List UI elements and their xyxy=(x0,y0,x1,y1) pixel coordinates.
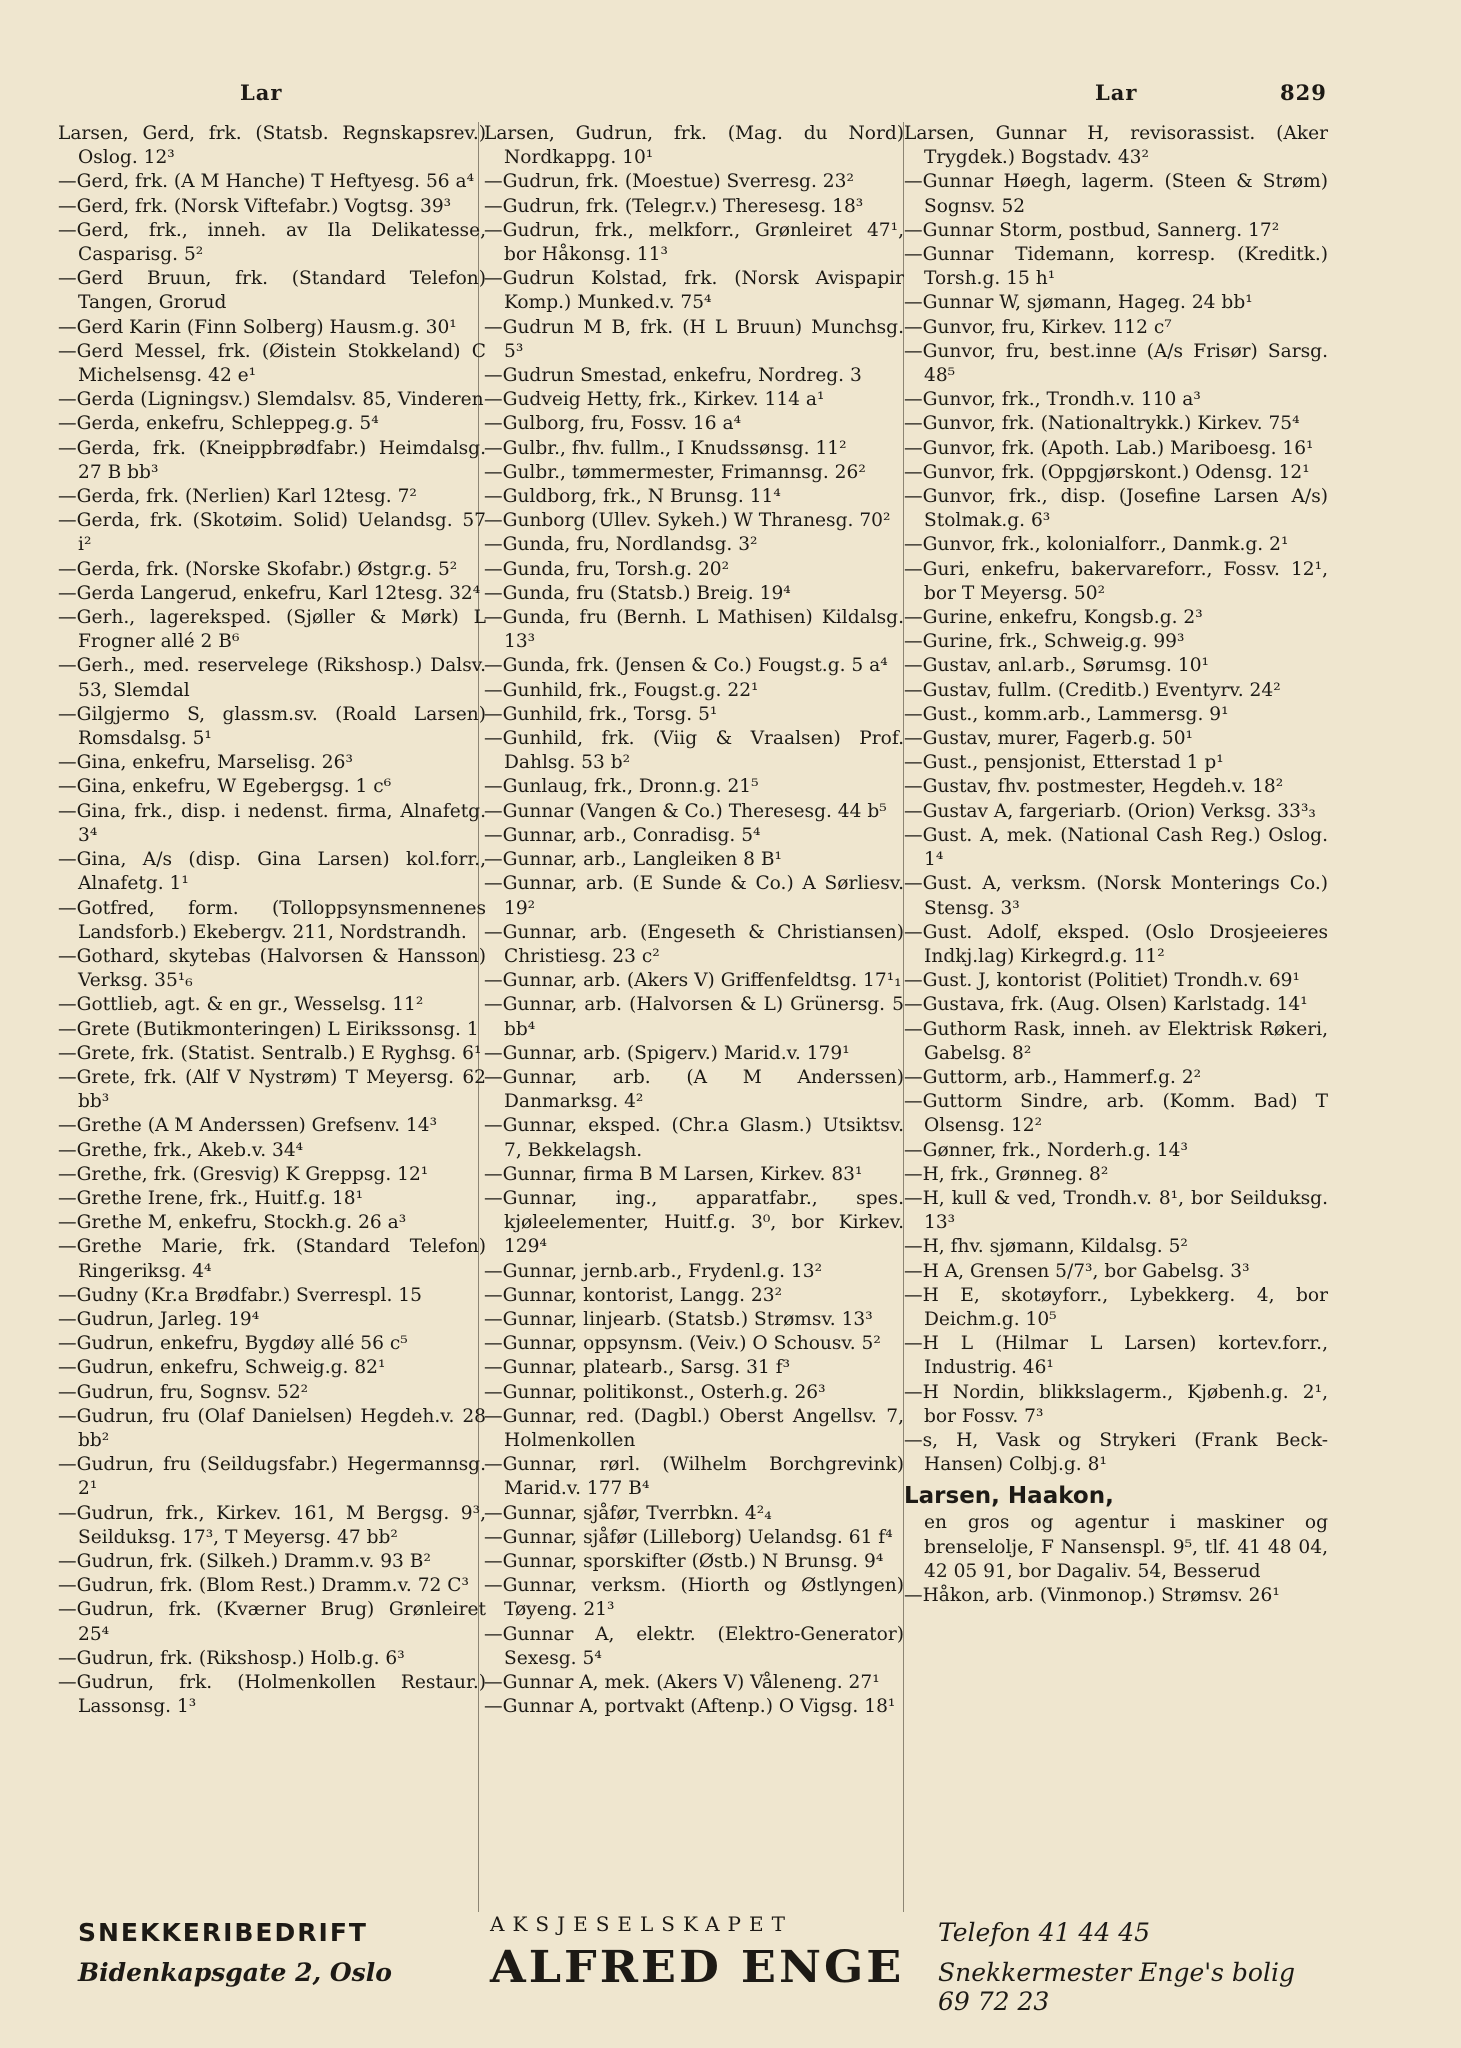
directory-entry: —Gunvor, fru, best.inne (A/s Frisør) Sarsg. 48⁵ xyxy=(904,340,1328,387)
directory-entry: —Gust. J, kontorist (Politiet) Trondh.v. 69¹ xyxy=(904,970,1300,992)
column-3-entries xyxy=(904,122,1328,1477)
directory-entry: —Gerd, frk. (A M Hanche) T Heftyesg. 56 a⁴ xyxy=(58,171,475,193)
directory-entry: —Gunnar A, elektr. (Elektro-Generator) Sexesg. 5⁴ xyxy=(484,1623,904,1669)
directory-entry: —Gudrun, fru (Olaf Danielsen) Hegdeh.v. 28 bb² xyxy=(58,1405,486,1451)
directory-entry: —Gunhild, frk. (Viig & Vraalsen) Prof. Dahlsg. 53 b² xyxy=(484,728,904,774)
directory-entry: —Gunnar, arb. (Halvorsen & L) Grünersg. 5 bb⁴ xyxy=(484,994,904,1040)
directory-entry: —Gerd, frk., inneh. av Ila Delikatesse, Casparisg. 5² xyxy=(58,219,486,266)
directory-entry: —Gunnar Storm, postbud, Sannerg. 17² xyxy=(904,219,1280,241)
ad-left-title: SNEKKERIBEDRIFT xyxy=(78,1918,368,1947)
directory-entry: —Gunnar A, portvakt (Aftenp.) O Vigsg. 18¹ xyxy=(484,1696,896,1718)
directory-entry: —Gina, enkefru, Marselisg. 26³ xyxy=(58,752,353,774)
directory-entry: —Gunda, frk. (Jensen & Co.) Fougst.g. 5 a⁴ xyxy=(484,655,888,677)
header-left-guideword: Lar xyxy=(240,80,283,105)
directory-entry: —H L (Hilmar L Larsen) kortev.forr., Industrig. 46¹ xyxy=(904,1333,1328,1379)
directory-entry: —Gudrun M B, frk. (H L Bruun) Munchsg. 5³ xyxy=(484,316,904,362)
directory-entry: —Gerd Bruun, frk. (Standard Telefon) Tangen, Grorud xyxy=(58,268,486,314)
directory-entry: —Gustav, anl.arb., Sørumsg. 10¹ xyxy=(904,655,1209,677)
directory-entry: —Gunnar, arb. (Spigerv.) Marid.v. 179¹ xyxy=(484,1042,850,1064)
directory-entry: —Gustav A, fargeriarb. (Orion) Verksg. 33³₃ xyxy=(904,800,1316,822)
directory-entry: —Gunhild, frk., Fougst.g. 22¹ xyxy=(484,679,759,701)
ad-mid-name: ALFRED ENGE xyxy=(490,1941,905,1993)
directory-entry: —Gunnar, rørl. (Wilhelm Borchgrevink) Marid.v. 177 B⁴ xyxy=(484,1454,904,1500)
directory-entry: —Gust. A, mek. (National Cash Reg.) Oslog. 1⁴ xyxy=(904,824,1328,871)
directory-entry: —Grete, frk. (Alf V Nystrøm) T Meyersg. 62 bb³ xyxy=(58,1066,486,1113)
directory-entry: —Gina, A/s (disp. Gina Larsen) kol.forr., Alnafetg. 1¹ xyxy=(58,849,486,895)
directory-entry: —Gunvor, frk. (Apoth. Lab.) Mariboesg. 16¹ xyxy=(904,437,1314,459)
directory-entry: —Gudrun, frk. (Silkeh.) Dramm.v. 93 B² xyxy=(58,1550,431,1572)
directory-entry: —Gunnar, arb. (Engeseth & Christiansen) Christiesg. 23 c² xyxy=(484,921,904,967)
directory-entry: —Gust., pensjonist, Etterstad 1 p¹ xyxy=(904,752,1224,774)
ad-right-home: Snekkermester Enge's bolig 69 72 23 xyxy=(938,1958,1295,2016)
directory-entry: —Gunvor, fru, Kirkev. 112 c⁷ xyxy=(904,316,1172,338)
ad-right-phone: Telefon 41 44 45 xyxy=(938,1918,1150,1947)
directory-entry: —Gerh., med. reservelege (Rikshosp.) Dalsv. 53, Slemdal xyxy=(58,655,486,701)
directory-entry: —Gudrun, frk. (Moestue) Sverresg. 23² xyxy=(484,171,854,193)
directory-entry: —Gunvor, frk. (Oppgjørskont.) Odensg. 12¹ xyxy=(904,461,1310,483)
directory-entry: —Gerd Messel, frk. (Øistein Stokkeland) C Michelsensg. 42 e¹ xyxy=(58,340,486,387)
directory-entry: —Gunnar, eksped. (Chr.a Glasm.) Utsiktsv. 7, Bekkelagsh. xyxy=(484,1115,904,1161)
directory-entry: —Gunvor, frk., Trondh.v. 110 a³ xyxy=(904,389,1201,411)
directory-entry: —Gerda, frk. (Nerlien) Karl 12tesg. 7² xyxy=(58,486,417,508)
directory-entry: —Gunnar, oppsynsm. (Veiv.) O Schousv. 5² xyxy=(484,1333,881,1355)
directory-entry: —Gudveig Hetty, frk., Kirkev. 114 a¹ xyxy=(484,389,825,411)
directory-entry: —Gotfred, form. (Tolloppsynsmennenes Landsforb.) Ekebergv. 211, Nordstrandh. xyxy=(58,897,486,943)
directory-entry: —Gunda, fru (Bernh. L Mathisen) Kildalsg. 13³ xyxy=(484,607,904,653)
directory-entry: —Gunnar, arb., Conradisg. 5⁴ xyxy=(484,824,761,846)
directory-entry: —Gudrun, frk., Kirkev. 161, M Bergsg. 9³, Seilduksg. 17³, T Meyersg. 47 bb² xyxy=(58,1502,486,1548)
directory-entry: —Gudrun, enkefru, Bygdøy allé 56 c⁵ xyxy=(58,1333,408,1355)
directory-entry: —Gunda, fru, Nordlandsg. 3² xyxy=(484,534,758,556)
directory-entry: —Gustav, fullm. (Creditb.) Eventyrv. 24² xyxy=(904,679,1281,701)
directory-entry: —Gudny (Kr.a Brødfabr.) Sverrespl. 15 xyxy=(58,1284,422,1306)
directory-entry: —Gustav, murer, Fagerb.g. 50¹ xyxy=(904,728,1193,750)
directory-entry: —Grethe (A M Anderssen) Grefsenv. 14³ xyxy=(58,1115,438,1137)
directory-entry: —Grete, frk. (Statist. Sentralb.) E Ryghsg. 6¹ xyxy=(58,1042,482,1064)
directory-entry: —Gunnar, verksm. (Hiorth og Østlyngen) Tøyeng. 21³ xyxy=(484,1575,904,1621)
directory-entry: —Gunnar, arb. (A M Anderssen) Danmarksg. 4² xyxy=(484,1066,904,1113)
directory-entry: —Gunnar Høegh, lagerm. (Steen & Strøm) Sognsv. 52 xyxy=(904,171,1328,217)
directory-entry: —Gust., komm.arb., Lammersg. 9¹ xyxy=(904,703,1229,725)
directory-entry: —Gust. Adolf, eksped. (Oslo Drosjeeieres Indkj.lag) Kirkegrd.g. 11² xyxy=(904,921,1328,967)
directory-entry: —Gudrun Smestad, enkefru, Nordreg. 3 xyxy=(484,365,862,387)
directory-entry: —Gerd Karin (Finn Solberg) Hausm.g. 30¹ xyxy=(58,316,457,338)
directory-entry: —Gunnar, arb., Langleiken 8 B¹ xyxy=(484,849,782,871)
directory-entry: —Gilgjermo S, glassm.sv. (Roald Larsen) Romsdalsg. 5¹ xyxy=(58,703,486,750)
directory-entry: —Grethe Irene, frk., Huitf.g. 18¹ xyxy=(58,1187,364,1209)
directory-entry: —Gunnar, firma B M Larsen, Kirkev. 83¹ xyxy=(484,1163,863,1185)
directory-entry: —Gunnar (Vangen & Co.) Theresesg. 44 b⁵ xyxy=(484,800,887,822)
directory-entry: —Gunnar, jernb.arb., Frydenl.g. 13² xyxy=(484,1260,823,1282)
directory-entry: —H Nordin, blikkslagerm., Kjøbenh.g. 2¹, bor Fossv. 7³ xyxy=(904,1381,1328,1427)
directory-column-3 xyxy=(904,122,1328,1608)
directory-entry: —Gust. A, verksm. (Norsk Monterings Co.) Stensg. 3³ xyxy=(904,873,1328,919)
directory-entry: —Gerda, frk. (Skotøim. Solid) Uelandsg. 57 i² xyxy=(58,510,486,556)
directory-entry: —Gurine, enkefru, Kongsb.g. 2³ xyxy=(904,607,1203,629)
directory-entry: —Grethe, frk. (Gresvig) K Greppsg. 12¹ xyxy=(58,1163,429,1185)
directory-entry: —Gerda (Ligningsv.) Slemdalsv. 85, Vinderen xyxy=(58,389,484,411)
directory-entry: —Gunnar W, sjømann, Hageg. 24 bb¹ xyxy=(904,292,1253,314)
ad-mid-top: AKSJESELSKAPET xyxy=(490,1912,793,1936)
directory-entry: —Grethe M, enkefru, Stockh.g. 26 a³ xyxy=(58,1212,407,1234)
directory-entry: —Gerh., lagereksped. (Sjøller & Mørk) L Frogner allé 2 B⁶ xyxy=(58,607,486,653)
directory-column-1 xyxy=(58,122,486,1719)
directory-entry: —Gunnar Tidemann, korresp. (Kreditk.) Torsh.g. 15 h¹ xyxy=(904,244,1328,290)
page-number: 829 xyxy=(1280,80,1327,105)
directory-entry: —Gudrun, fru (Seildugsfabr.) Hegermannsg. 2¹ xyxy=(58,1454,486,1500)
directory-entry: —Gunnar A, mek. (Akers V) Våleneng. 27¹ xyxy=(484,1672,880,1693)
directory-entry: —Gunnar, sjåfør (Lilleborg) Uelandsg. 61 f⁴ xyxy=(484,1526,893,1548)
directory-entry: —H A, Grensen 5/7³, bor Gabelsg. 3³ xyxy=(904,1260,1250,1282)
directory-entry: —Gudrun, fru, Sognsv. 52² xyxy=(58,1381,309,1403)
directory-entry: —Guri, enkefru, bakervareforr., Fossv. 12¹, bor T Meyersg. 50² xyxy=(904,558,1328,604)
directory-entry: —Gunda, fru, Torsh.g. 20² xyxy=(484,558,730,580)
directory-entry: —Gerda Langerud, enkefru, Karl 12tesg. 32⁴ xyxy=(58,582,481,604)
directory-entry: —Gina, frk., disp. i nedenst. firma, Alnafetg. 3⁴ xyxy=(58,800,486,846)
directory-entry: —Håkon, arb. (Vinmonop.) Strømsv. 26¹ xyxy=(904,1584,1280,1606)
directory-entry: —Gerda, enkefru, Schleppeg.g. 5⁴ xyxy=(58,413,379,435)
directory-entry: —Gunnar, sjåfør, Tverrbkn. 4²₄ xyxy=(484,1502,772,1524)
directory-entry: —Gønner, frk., Norderh.g. 14³ xyxy=(904,1139,1188,1161)
directory-entry: —Gudrun, frk. (Blom Rest.) Dramm.v. 72 C³ xyxy=(58,1575,469,1597)
directory-entry: —Gina, enkefru, W Egebergsg. 1 c⁶ xyxy=(58,776,392,798)
directory-entry: —Gunnar, linjearb. (Statsb.) Strømsv. 13³ xyxy=(484,1308,873,1330)
directory-entry: —Gunvor, frk., disp. (Josefine Larsen A/s) Stolmak.g. 6³ xyxy=(904,486,1328,532)
directory-entry: —Gottlieb, agt. & en gr., Wesselsg. 11² xyxy=(58,994,424,1016)
column-3-after-entries xyxy=(904,1584,1328,1608)
directory-entry: —H, fhv. sjømann, Kildalsg. 5² xyxy=(904,1236,1188,1258)
directory-entry: —Gulbr., fhv. fullm., I Knudssønsg. 11² xyxy=(484,437,847,459)
directory-entry: —Gulbr., tømmermester, Frimannsg. 26² xyxy=(484,461,866,483)
directory-column-2 xyxy=(484,122,904,1719)
directory-entry: —Gerda, frk. (Kneippbrødfabr.) Heimdalsg. 27 B bb³ xyxy=(58,437,486,483)
directory-entry: —Gerda, frk. (Norske Skofabr.) Østgr.g. 5² xyxy=(58,558,458,580)
directory-entry: —Gothard, skytebas (Halvorsen & Hansson) Verksg. 35¹₆ xyxy=(58,945,486,992)
directory-entry: —Gunnar, politikonst., Osterh.g. 26³ xyxy=(484,1381,826,1403)
bold-entry-name: Larsen, Haakon, xyxy=(904,1483,1114,1510)
directory-entry: —Gunnar, arb. (E Sunde & Co.) A Sørliesv. 19² xyxy=(484,873,904,919)
directory-entry: —H E, skotøyforr., Lybekkerg. 4, bor Deichm.g. 10⁵ xyxy=(904,1284,1328,1330)
directory-entry: —Gudrun, Jarleg. 19⁴ xyxy=(58,1308,260,1330)
footer-advertisement xyxy=(58,1910,1328,2016)
directory-entry: —Gudrun Kolstad, frk. (Norsk Avispapir Komp.) Munked.v. 75⁴ xyxy=(484,268,904,314)
directory-entry: —Gunda, fru (Statsb.) Breig. 19⁴ xyxy=(484,582,791,604)
directory-entry: —Gudrun, frk. (Rikshosp.) Holb.g. 6³ xyxy=(58,1647,405,1669)
directory-entry: —Guldborg, frk., N Brunsg. 11⁴ xyxy=(484,486,781,508)
header-right-guideword: Lar xyxy=(1095,80,1138,105)
directory-entry: —Grethe Marie, frk. (Standard Telefon) Ringeriksg. 4⁴ xyxy=(58,1236,486,1282)
directory-entry: —Gerd, frk. (Norsk Viftefabr.) Vogtsg. 39³ xyxy=(58,195,452,217)
directory-entry: —Gunlaug, frk., Dronn.g. 21⁵ xyxy=(484,776,759,798)
directory-entry: —Gunnar, platearb., Sarsg. 31 f³ xyxy=(484,1357,791,1379)
directory-entry: —Gustav, fhv. postmester, Hegdeh.v. 18² xyxy=(904,776,1284,798)
directory-entry: —Gurine, frk., Schweig.g. 99³ xyxy=(904,631,1185,653)
directory-entry: —Gunnar, arb. (Akers V) Griffenfeldtsg. 17¹₁ xyxy=(484,970,902,992)
directory-entry: —Gunvor, frk. (Nationaltrykk.) Kirkev. 75⁴ xyxy=(904,413,1300,435)
directory-entry: —s, H, Vask og Strykeri (Frank Beck-Hansen) Colbj.g. 8¹ xyxy=(904,1429,1328,1476)
directory-entry: —Gunnar, red. (Dagbl.) Oberst Angellsv. 7, Holmenkollen xyxy=(484,1405,904,1451)
directory-entry: —Gudrun, enkefru, Schweig.g. 82¹ xyxy=(58,1357,386,1379)
directory-entry: —Grete (Butikmonteringen) L Eirikssonsg. 1 xyxy=(58,1018,479,1040)
directory-entry: —Gunnar, sporskifter (Østb.) N Brunsg. 9⁴ xyxy=(484,1550,884,1572)
directory-entry: —Gunnar, kontorist, Langg. 23² xyxy=(484,1284,783,1306)
directory-entry: —Gudrun, frk. (Kværner Brug) Grønleiret 25⁴ xyxy=(58,1599,486,1645)
directory-entry: —Gudrun, frk. (Holmenkollen Restaur.) Lassonsg. 1³ xyxy=(58,1672,486,1718)
directory-entry: —Gunnar, ing., apparatfabr., spes. kjøleelementer, Huitf.g. 3⁰, bor Kirkev. 129⁴ xyxy=(484,1187,904,1258)
directory-entry: —Gudrun, frk., melkforr., Grønleiret 47¹, bor Håkonsg. 11³ xyxy=(484,219,904,266)
directory-entry: —Guttorm Sindre, arb. (Komm. Bad) T Olsensg. 12² xyxy=(904,1091,1328,1137)
directory-entry: Larsen, Gudrun, frk. (Mag. du Nord) Nordkappg. 10¹ xyxy=(484,123,904,169)
directory-entry: —Gustava, frk. (Aug. Olsen) Karlstadg. 14¹ xyxy=(904,994,1308,1016)
directory-entry: —Grethe, frk., Akeb.v. 34⁴ xyxy=(58,1139,304,1161)
directory-entry: —Gunborg (Ullev. Sykeh.) W Thranesg. 70² xyxy=(484,510,891,532)
directory-entry: —Gulborg, fru, Fossv. 16 a⁴ xyxy=(484,413,742,435)
directory-entry: Larsen, Gerd, frk. (Statsb. Regnskapsrev.) Oslog. 12³ xyxy=(58,123,486,169)
directory-entry: —Gunhild, frk., Torsg. 5¹ xyxy=(484,703,718,725)
bold-entry-text: en gros og agentur i maskiner og brenselolje, F Nansenspl. 9⁵, tlf. 41 48 04, 42 05 91, bor Dagaliv. 54, Besserud xyxy=(924,1512,1328,1582)
ad-left-address: Bidenkapsgate 2, Oslo xyxy=(78,1958,392,1987)
directory-entry: —Gudrun, frk. (Telegr.v.) Theresesg. 18³ xyxy=(484,195,864,217)
directory-entry: —Guttorm, arb., Hammerf.g. 2² xyxy=(904,1066,1202,1088)
directory-entry: —H, frk., Grønneg. 8² xyxy=(904,1163,1109,1185)
directory-entry: Larsen, Gunnar H, revisorassist. (Aker Trygdek.) Bogstadv. 43² xyxy=(904,123,1328,169)
directory-entry: —H, kull & ved, Trondh.v. 8¹, bor Seilduksg. 13³ xyxy=(904,1187,1328,1234)
directory-entry: —Gunvor, frk., kolonialforr., Danmk.g. 2¹ xyxy=(904,534,1289,556)
directory-entry: —Guthorm Rask, inneh. av Elektrisk Røkeri, Gabelsg. 8² xyxy=(904,1018,1328,1064)
